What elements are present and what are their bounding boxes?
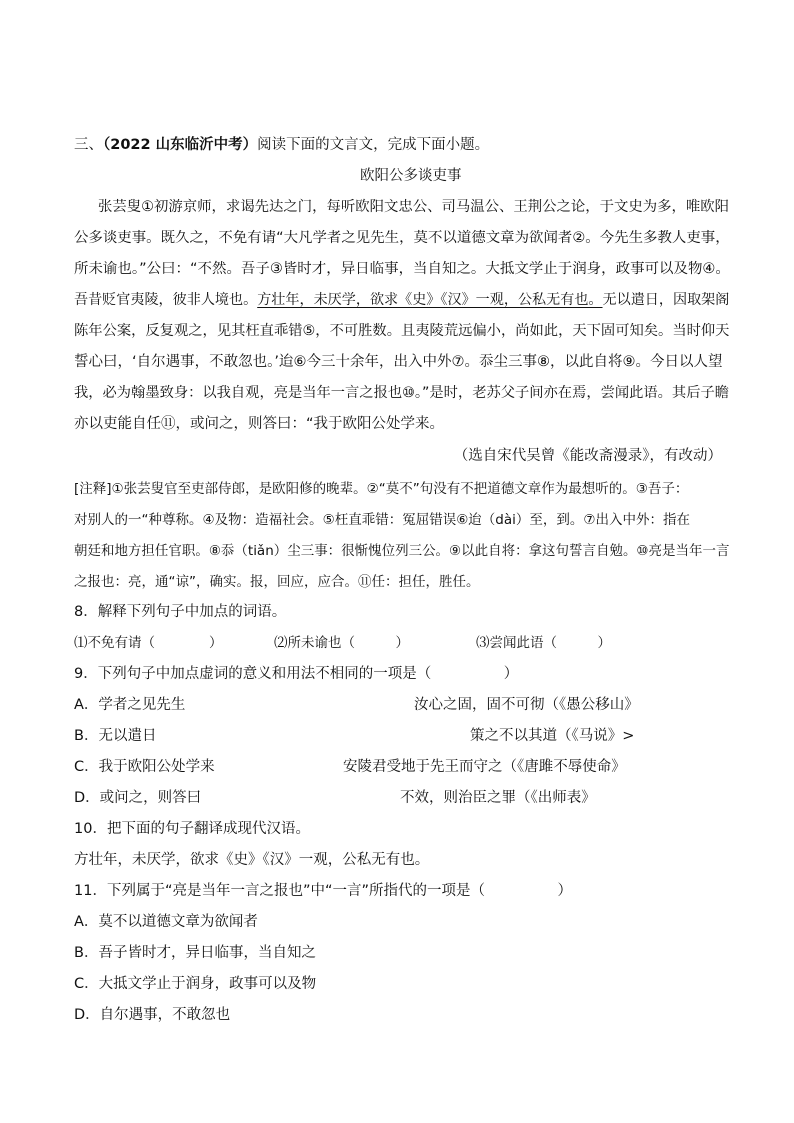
question-8-item-3: ⑶尝闻此语（ ） <box>476 635 611 651</box>
underlined-sentence: 方壮年，未厌学，欲求《史》《汉》一观，公私无有也。 <box>257 292 603 308</box>
passage-line: 所未谕也。”公曰：“不然。吾子③皆时才，异日临事，当自知之。大抵文学止于润身，政事可以及物④。 <box>74 261 730 277</box>
section-number: 三、 <box>74 137 103 153</box>
passage-line: 公多谈吏事。既久之，不免有请“大凡学者之见先生，莫不以道德文章为欲闻者②。今先生多教人吏事， <box>74 230 730 246</box>
note-line: 朝廷和地方担任官职。⑧忝（tiǎn）尘三事：很惭愧位列三公。⑨以此自将：拿这句誓言自勉。⑩亮是当年一言 <box>74 543 730 559</box>
note-line: 对别人的一“种尊称。④及物：造福社会。⑤枉直乖错：冤屈错误⑥迨（dài）至，到。⑦出入中外：指在 <box>74 512 690 528</box>
question-11-option-c: C．大抵文学止于润身，政事可以及物 <box>74 976 317 992</box>
passage-segment: 吾昔贬官夷陵，彼非人境也。 <box>74 292 258 308</box>
question-11-option-a: A．莫不以道德文章为欲闻者 <box>74 914 258 930</box>
question-9-option-d-compare: 不效，则治臣之罪（《出师表》 <box>400 790 596 806</box>
question-8-stem: 8．解释下列句子中加点的词语。 <box>74 604 287 620</box>
passage-title: 欧阳公多谈吏事 <box>360 168 462 184</box>
question-10-sentence: 方壮年，未厌学，欲求《史》《汉》一观，公私无有也。 <box>74 852 430 868</box>
passage-line: 张芸叟①初游京师，求谒先达之门，每听欧阳文忠公、司马温公、王荆公之论，于文史为多，唯欧阳 <box>98 199 730 215</box>
passage-line: 誓心曰，‘自尔遇事，不敢忽也。’迨⑥今三十余年，出入中外⑦。忝尘三事⑧，以此自将⑨。今日以人望 <box>74 354 723 370</box>
instruction-text: 阅读下面的文言文，完成下面小题。 <box>257 137 490 153</box>
question-9-option-b-compare: 策之不以其道（《马说》> <box>470 728 635 744</box>
passage-line <box>74 290 729 310</box>
question-9-option-d: D．或问之，则答曰 <box>74 790 202 806</box>
question-11-option-d: D．自尔遇事，不敢忽也 <box>74 1007 231 1023</box>
question-10-stem: 10．把下面的句子翻译成现代汉语。 <box>74 821 310 837</box>
note-line: 之报也：亮，通“谅”，确实。报，回应，应合。⑪任：担任，胜任。 <box>74 574 480 590</box>
question-11-option-b: B．吾子皆时才，异日临事，当自知之 <box>74 945 316 961</box>
question-9-option-b: B．无以遣日 <box>74 728 157 744</box>
question-8-item-2: ⑵所未谕也（ ） <box>274 635 409 651</box>
question-11-stem: 11．下列属于“亮是当年一言之报也”中“一言”所指代的一项是（ ） <box>74 883 572 899</box>
question-8-item-1: ⑴不免有请（ ） <box>74 635 223 651</box>
question-9-option-c: C．我于欧阳公处学来 <box>74 759 215 775</box>
passage-line: 亦以吏能自任⑪，或问之，则答曰：“我于欧阳公处学来。 <box>74 416 445 432</box>
passage-citation: （选自宋代吴曾《能改斋漫录》，有改动） <box>453 448 722 464</box>
question-9-option-c-compare: 安陵君受地于先王而守之（《唐雎不辱使命》 <box>343 759 626 775</box>
passage-line: 陈年公案，反复观之，见其枉直乖错⑤，不可胜数。且夷陵荒远偏小，尚如此，天下固可知矣。当时仰天 <box>74 323 730 339</box>
question-9-option-a: A．学者之见先生 <box>74 697 186 713</box>
passage-segment: 无以遣日，因取架阁 <box>602 292 730 308</box>
note-line: [注释]①张芸叟官至吏部侍郎，是欧阳修的晚辈。②“莫不”句没有不把道德文章作为最想听的。③吾子： <box>74 481 689 497</box>
section-header <box>74 135 489 155</box>
question-9-option-a-compare: 汝心之固，固不可彻（《愚公移山》 <box>414 697 639 713</box>
passage-line: 我，必为翰墨致身：以我自观，亮是当年一言之报也⑩。”是时，老苏父子间亦在焉，尝闻此语。其后子瞻 <box>74 385 729 401</box>
source-tag: （2022 山东临沂中考） <box>103 137 258 153</box>
question-9-stem: 9．下列句子中加点虚词的意义和用法不相同的一项是（ ） <box>74 666 519 682</box>
